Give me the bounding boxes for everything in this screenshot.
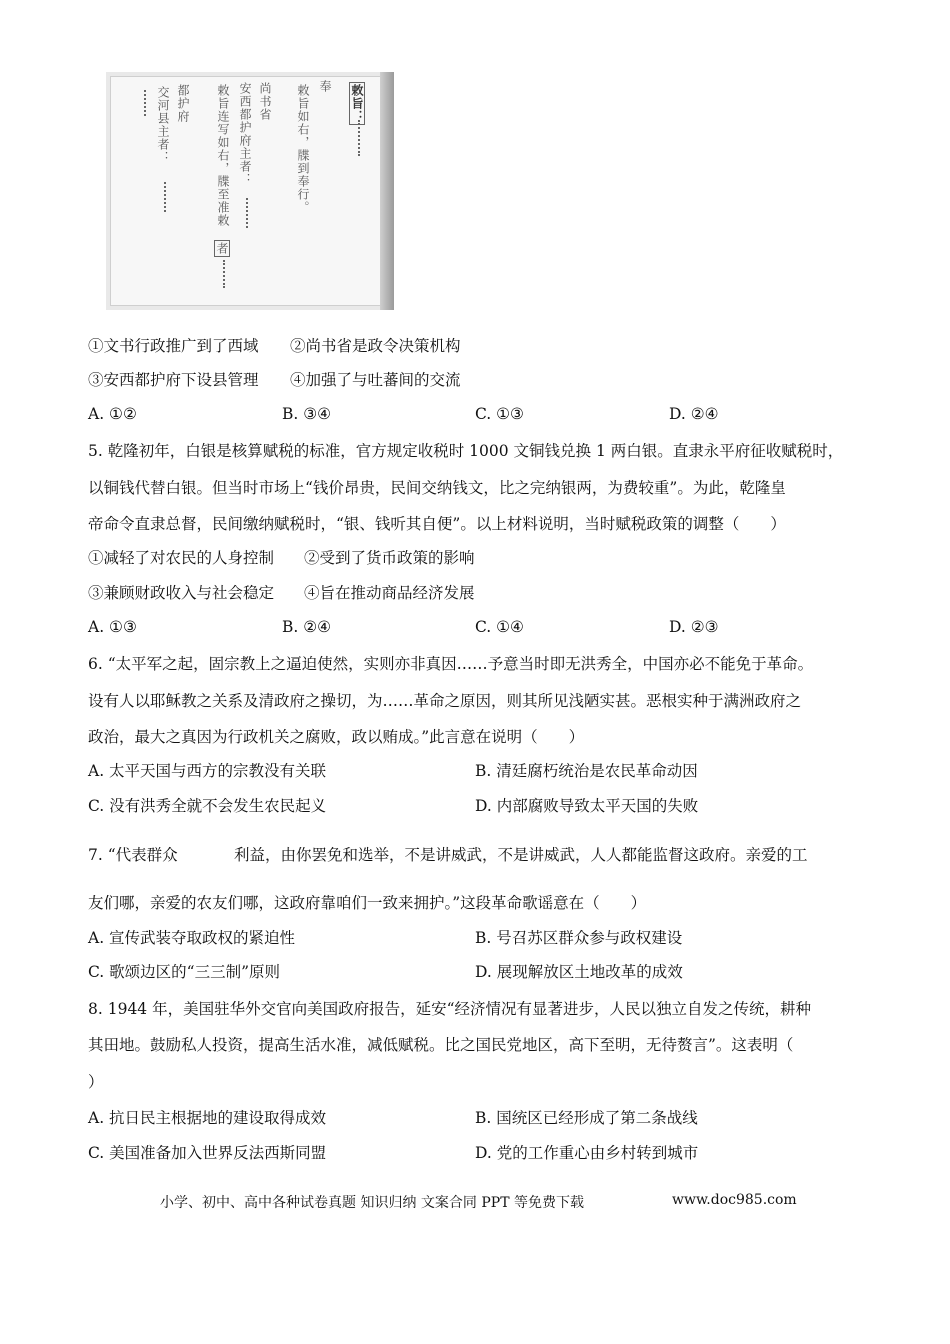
q7-stem-line-1a: 7. “代表群众 (88, 846, 178, 864)
figure-ellipsis (358, 120, 362, 156)
q6-option-a: A. 太平天国与西方的宗教没有关联 (88, 762, 327, 780)
q7-option-c: C. 歌颂边区的“三三制”原则 (88, 963, 281, 981)
q6-stem-line-3: 政治，最大之真因为行政机关之腐败，政以贿成。”此言意在说明（ ） (88, 728, 585, 746)
figure-column-9: 交河县主者： (156, 86, 170, 164)
q5-option-d: D. ②③ (669, 618, 719, 636)
figure-column-5: 安西都护府主者： (238, 82, 252, 186)
q8-option-c: C. 美国准备加入世界反法西斯同盟 (88, 1144, 327, 1162)
q8-stem-line-3: ） (88, 1073, 104, 1091)
figure-column-6: 敕旨连写如右，牒至准敕 (216, 84, 230, 227)
q5-statement-2: ②受到了货币政策的影响 (304, 549, 475, 567)
q4-statement-1: ①文书行政推广到了西域 (88, 337, 259, 355)
figure-ellipsis (246, 198, 250, 228)
q4-statement-3: ③安西都护府下设县管理 (88, 371, 259, 389)
q5-stem-line-1: 5. 乾隆初年，白银是核算赋税的标准，官方规定收税时 1000 文铜钱兑换 1 两白银。直隶永平府征收赋税时， (88, 442, 844, 460)
figure-column-8: 都护府 (176, 84, 190, 123)
q7-stem-line-2: 友们哪，亲爱的农友们哪，这政府靠咱们一致来拥护。”这段革命歌谣意在（ ） (88, 894, 647, 912)
q7-stem-line-1b: 利益，由你罢免和选举，不是讲威武，不是讲威武，人人都能监督这政府。亲爱的工 (234, 846, 808, 864)
q7-option-d: D. 展现解放区土地改革的成效 (475, 963, 683, 981)
figure-column-1: 敕旨： (350, 84, 364, 123)
figure-column-4: 尚书省 (258, 82, 272, 121)
q5-option-c: C. ①④ (475, 618, 524, 636)
q5-statement-3: ③兼顾财政收入与社会稳定 (88, 584, 275, 602)
q5-statement-4: ④旨在推动商品经济发展 (304, 584, 475, 602)
footer-link[interactable]: www.doc985.com (672, 1192, 797, 1208)
figure-column-7: 者 (215, 242, 229, 255)
q6-stem-line-2: 设有人以耶稣教之关系及清政府之操切，为……革命之原因，则其所见浅陋实甚。恶根实种于满洲政府之 (88, 692, 802, 710)
q4-statement-4: ④加强了与吐蕃间的交流 (290, 371, 461, 389)
q7-option-a: A. 宣传武装夺取政权的紧迫性 (88, 929, 296, 947)
q8-stem-line-1: 8. 1944 年，美国驻华外交官向美国政府报告，延安“经济情况有显著进步，人民以独立自发之传统，耕种 (88, 1000, 812, 1018)
q7-option-b: B. 号召苏区群众参与政权建设 (475, 929, 683, 947)
q4-option-a: A. ①② (88, 405, 137, 423)
figure-ellipsis (144, 90, 148, 116)
q5-option-a: A. ①③ (88, 618, 137, 636)
q5-stem-line-2: 以铜钱代替白银。但当时市场上“钱价昂贵，民间交纳钱文，比之完纳银两，为费较重”。为此，乾隆皇 (88, 479, 786, 497)
q6-option-b: B. 清廷腐朽统治是农民革命动因 (475, 762, 698, 780)
figure-column-2: 奉 (318, 80, 332, 93)
q4-option-b: B. ③④ (282, 405, 332, 423)
q8-option-d: D. 党的工作重心由乡村转到城市 (475, 1144, 699, 1162)
q8-option-b: B. 国统区已经形成了第二条战线 (475, 1109, 698, 1127)
figure-column-3: 敕旨如右，牒到奉行。 (296, 84, 310, 214)
q5-stem-line-3: 帝命令直隶总督，民间缴纳赋税时，“银、钱听其自便”。以上材料说明，当时赋税政策的调整（ ） (88, 515, 786, 533)
q6-option-c: C. 没有洪秀全就不会发生农民起义 (88, 797, 327, 815)
q6-stem-line-1: 6. “太平军之起，固宗教上之逼迫使然，实则亦非真因……予意当时即无洪秀全，中国亦必不能免于革命。 (88, 655, 814, 673)
q4-statement-2: ②尚书省是政令决策机构 (290, 337, 461, 355)
q8-option-a: A. 抗日民主根据地的建设取得成效 (88, 1109, 327, 1127)
footer-text: 小学、初中、高中各种试卷真题 知识归纳 文案合同 PPT 等免费下载 (160, 1195, 584, 1211)
q6-option-d: D. 内部腐败导致太平天国的失败 (475, 797, 699, 815)
document-binding (380, 72, 394, 310)
edict-document-image (106, 72, 394, 310)
q8-stem-line-2: 其田地。鼓励私人投资，提高生活水准，减低赋税。比之国民党地区，高下至明，无待赘言”。这表明（ (88, 1036, 794, 1054)
figure-ellipsis (223, 260, 227, 288)
figure-ellipsis (164, 182, 168, 212)
q5-statement-1: ①减轻了对农民的人身控制 (88, 549, 275, 567)
q4-option-d: D. ②④ (669, 405, 719, 423)
q5-option-b: B. ②④ (282, 618, 332, 636)
q4-option-c: C. ①③ (475, 405, 524, 423)
